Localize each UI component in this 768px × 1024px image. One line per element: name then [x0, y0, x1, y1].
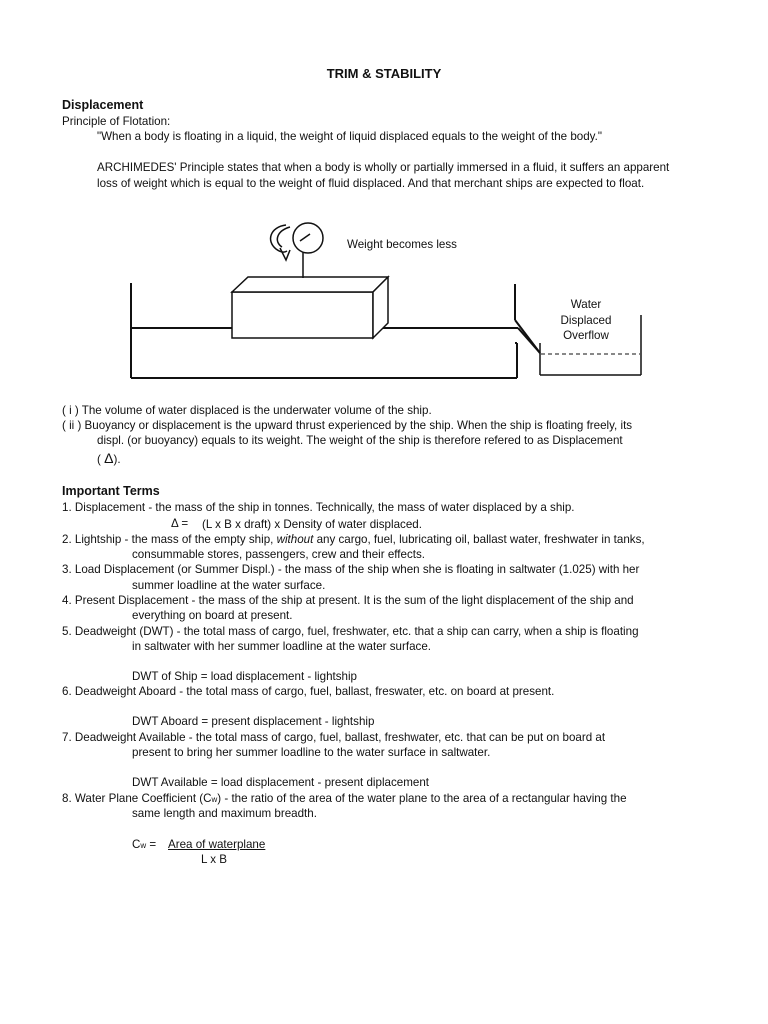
term-3-line-2: summer loadline at the water surface. — [132, 579, 326, 592]
flotation-quote: "When a body is floating in a liquid, the weight of liquid displaced equals to the weight of the body." — [97, 130, 602, 143]
archimedes-line-2: loss of weight which is equal to the weight of fluid displaced. And that merchant ships are expected to float. — [97, 177, 645, 190]
term-2-part-a: 2. Lightship - the mass of the empty ship, — [62, 533, 274, 546]
term-8-line-1 — [62, 791, 627, 807]
term-2-part-b: any cargo, fuel, lubricating oil, ballast water, freshwater in tanks, — [316, 533, 645, 546]
paren-close: ). — [113, 453, 121, 466]
cw-denominator: L x B — [201, 853, 227, 866]
term-8-subscript: w — [211, 795, 218, 804]
note-ii-line-1: ( ii ) Buoyancy or displacement is the upward thrust experienced by the ship. When the ship is floating freely, its — [62, 419, 633, 432]
term-5-formula: DWT of Ship = load displacement - lightship — [132, 670, 358, 683]
principle-label: Principle of Flotation: — [62, 115, 171, 128]
term-6-formula: DWT Aboard = present displacement - lightship — [132, 715, 375, 728]
cw-letter: C — [132, 838, 141, 851]
cw-equals: = — [149, 838, 157, 851]
term-5-line-2: in saltwater with her summer loadline at the water surface. — [132, 640, 431, 653]
term-7-line-1: 7. Deadweight Available - the total mass of cargo, fuel, ballast, freshwater, etc. that can be put on board at — [62, 731, 606, 744]
term-8-part-b: ) - the ratio of the area of the water plane to the area of a rectangular having the — [217, 792, 627, 805]
water-label-3: Overflow — [563, 329, 609, 342]
term-7-line-2: present to bring her summer loadline to the water surface in saltwater. — [132, 746, 491, 759]
archimedes-line-1: ARCHIMEDES' Principle states that when a body is wholly or partially immersed in a fluid, it suffers an apparent — [97, 161, 670, 174]
cw-formula-lhs — [132, 837, 156, 853]
cw-numerator: Area of waterplane — [168, 838, 266, 851]
important-terms-heading: Important Terms — [62, 484, 160, 498]
term-1: 1. Displacement - the mass of the ship in tonnes. Technically, the mass of water displaced by a ship. — [62, 501, 575, 514]
displacement-heading: Displacement — [62, 98, 144, 112]
weight-label: Weight becomes less — [347, 238, 457, 251]
water-label-1: Water — [570, 298, 602, 311]
term-2-line-1 — [62, 532, 645, 547]
water-label-2: Displaced — [560, 314, 612, 327]
curved-arrow-icon — [271, 225, 290, 260]
term-8-part-a: 8. Water Plane Coefficient (C — [62, 792, 212, 805]
paren-open: ( — [97, 453, 101, 466]
term-1-formula-lhs: Δ = — [171, 517, 189, 530]
scale-dial-icon — [293, 223, 323, 253]
cw-subscript: w — [140, 841, 147, 850]
floating-block — [232, 277, 388, 338]
term-3-line-1: 3. Load Displacement (or Summer Displ.) - the mass of the ship when she is floating in saltwater (1.025) with her — [62, 563, 640, 576]
term-2-italic: without — [276, 533, 314, 546]
note-i: ( i ) The volume of water displaced is the underwater volume of the ship. — [62, 404, 432, 417]
term-4-line-1: 4. Present Displacement - the mass of the ship at present. It is the sum of the light displacement of the ship and — [62, 594, 634, 607]
delta-symbol: Δ — [104, 450, 114, 466]
term-6-line-1: 6. Deadweight Aboard - the total mass of cargo, fuel, ballast, freswater, etc. on board at present. — [62, 685, 555, 698]
note-ii-line-3 — [97, 451, 121, 467]
term-7-formula: DWT Available = load displacement - present diplacement — [132, 776, 429, 789]
term-2-line-2: consummable stores, passengers, crew and their effects. — [132, 548, 425, 561]
term-4-line-2: everything on board at present. — [132, 609, 293, 622]
page-title: TRIM & STABILITY — [326, 66, 442, 81]
note-ii-line-2: displ. (or buoyancy) equals to its weight. The weight of the ship is therefore refered to as Displacement — [97, 434, 623, 447]
overflow-spout — [518, 328, 540, 353]
term-1-formula-rhs: (L x B x draft) x Density of water displaced. — [202, 518, 422, 531]
term-8-line-2: same length and maximum breadth. — [132, 807, 317, 820]
term-5-line-1: 5. Deadweight (DWT) - the total mass of cargo, fuel, freshwater, etc. that a ship can carry, when a ship is floating — [62, 625, 639, 638]
